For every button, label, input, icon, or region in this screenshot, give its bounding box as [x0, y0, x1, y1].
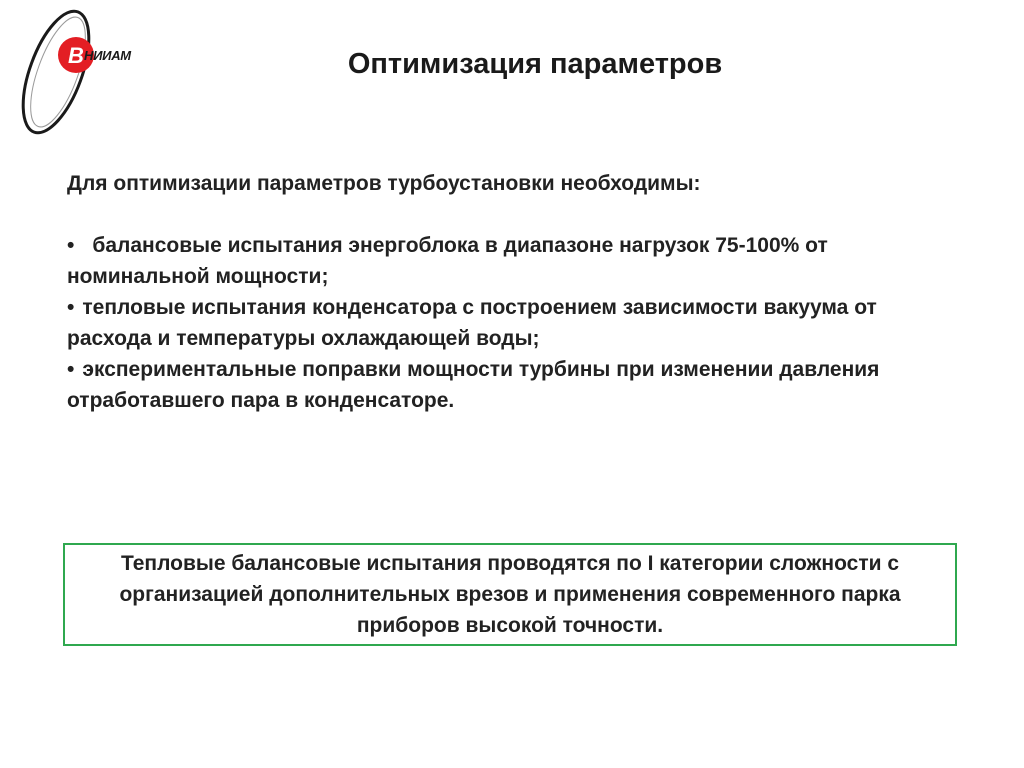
list-item [67, 354, 967, 416]
list-item-text: балансовые испытания энергоблока в диапазоне нагрузок 75-100% от номинальной мощности; [67, 234, 828, 288]
highlight-note-box [63, 543, 957, 646]
page-title: Оптимизация параметров [347, 48, 723, 80]
list-item-text: экспериментальные поправки мощности турбины при изменении давления отработавшего пара в конденсаторе. [67, 358, 880, 412]
list-item [67, 230, 967, 292]
bullet-icon: • [67, 358, 75, 381]
bullet-icon: • [67, 296, 75, 319]
intro-text: Для оптимизации параметров турбоустановки необходимы: [67, 172, 701, 195]
requirements-list [67, 230, 967, 416]
logo-letter: В [68, 43, 84, 68]
logo-text: НИИАМ [84, 48, 131, 63]
note-text: Тепловые балансовые испытания проводятся по I категории сложности с организацией дополнительных врезов и применения современного парка приборов высокой точности. [119, 552, 901, 637]
list-item-text: тепловые испытания конденсатора с построением зависимости вакуума от расхода и температуры охлаждающей воды; [67, 296, 877, 350]
list-item [67, 292, 967, 354]
main-content [67, 168, 967, 416]
bullet-icon: • [67, 234, 75, 257]
